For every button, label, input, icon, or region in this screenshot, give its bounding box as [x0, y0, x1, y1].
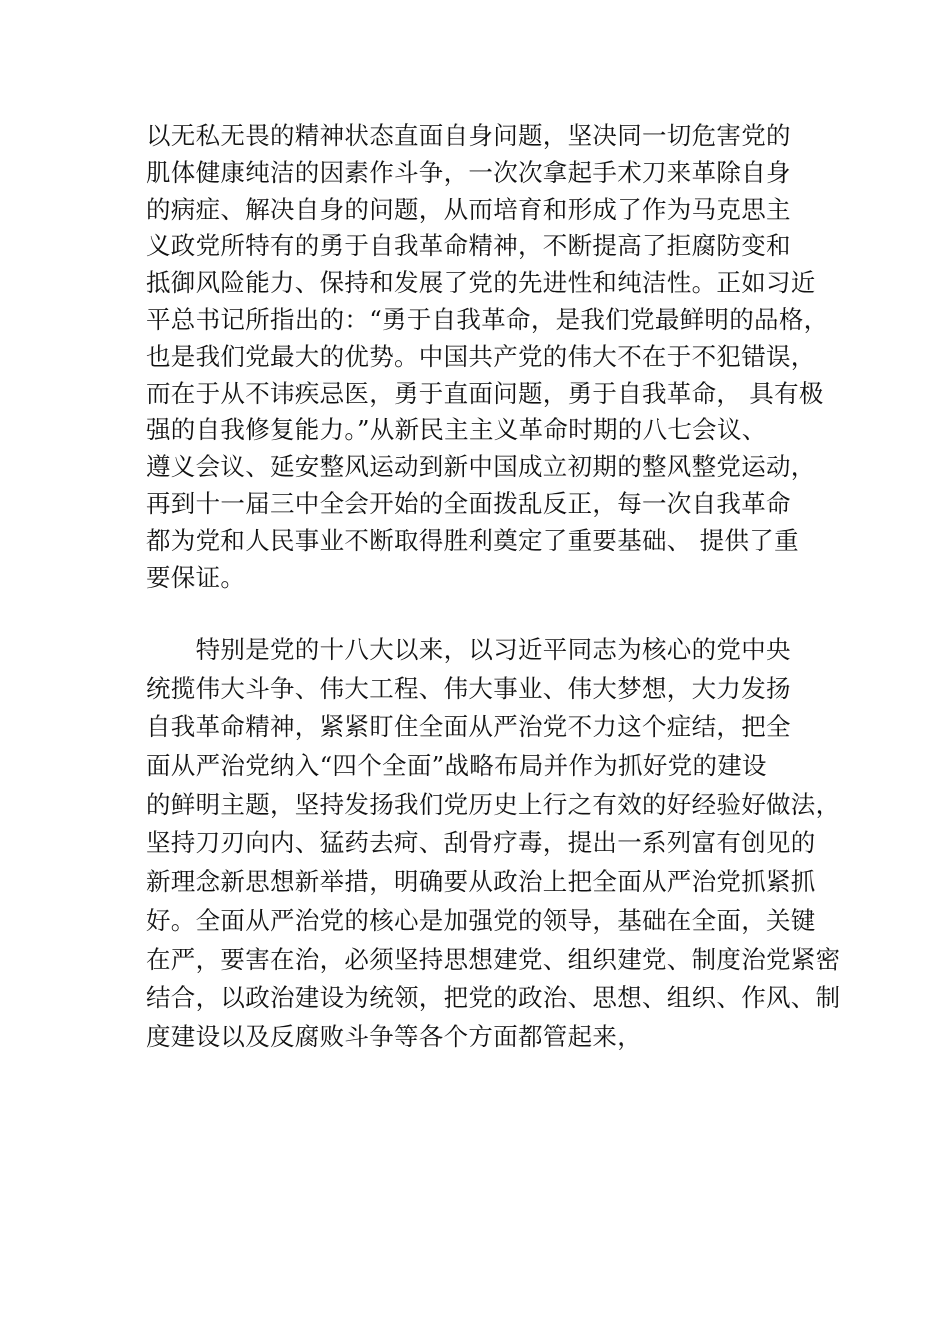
text-line: 结合，以政治建设为统领，把党的政治、思想、组织、作风、制: [146, 983, 841, 1013]
text-line: 而在于从不讳疾忌医，勇于直面问题，勇于自我革命， 具有极: [146, 378, 824, 408]
text-line: 要保证。: [146, 562, 246, 592]
text-line: 的病症、解决自身的问题，从而培育和形成了作为马克思主: [146, 194, 791, 224]
text-line: 特别是党的十八大以来，以习近平同志为核心的党中央: [146, 635, 791, 664]
text-line: 义政党所特有的勇于自我革命精神，不断提高了拒腐防变和: [146, 231, 791, 261]
text-line: 面从严治党纳入“四个全面”战略布局并作为抓好党的建设: [146, 751, 767, 781]
text-line: 再到十一届三中全会开始的全面拨乱反正，每一次自我革命: [146, 488, 791, 518]
text-line: 平总书记所指出的：“勇于自我革命，是我们党最鲜明的品格，: [146, 304, 829, 334]
text-line: 肌体健康纯洁的因素作斗争，一次次拿起手术刀来革除自身: [146, 157, 791, 187]
text-line: 也是我们党最大的优势。中国共产党的伟大不在于不犯错误，: [146, 341, 816, 371]
text-line: 强的自我修复能力。”从新民主主义革命时期的八七会议、: [146, 415, 767, 445]
text-line: 抵御风险能力、保持和发展了党的先进性和纯洁性。正如习近: [146, 268, 816, 298]
text-line: 新理念新思想新举措，明确要从政治上把全面从严治党抓紧抓: [146, 867, 816, 897]
text-line: 自我革命精神，紧紧盯住全面从严治党不力这个症结，把全: [146, 712, 791, 742]
text-line: 都为党和人民事业不断取得胜利奠定了重要基础、 提供了重: [146, 525, 799, 555]
text-line: 在严，要害在治，必须坚持思想建党、组织建党、制度治党紧密: [146, 944, 841, 974]
text-line: 以无私无畏的精神状态直面自身问题，坚决同一切危害党的: [146, 121, 791, 150]
text-line: 遵义会议、延安整风运动到新中国成立初期的整风整党运动，: [146, 452, 816, 482]
paragraph-2: [146, 635, 841, 1064]
text-line: 统揽伟大斗争、伟大工程、伟大事业、伟大梦想，大力发扬: [146, 673, 791, 703]
text-line: 坚持刀刃向内、猛药去疴、刮骨疗毒，提出一系列富有创见的: [146, 828, 816, 858]
text-line: 度建设以及反腐败斗争等各个方面都管起来，: [146, 1021, 642, 1051]
text-line: 的鲜明主题，坚持发扬我们党历史上行之有效的好经验好做法，: [146, 789, 841, 819]
text-line: 好。全面从严治党的核心是加强党的领导，基础在全面，关键: [146, 905, 816, 935]
paragraph-1: [146, 121, 829, 602]
